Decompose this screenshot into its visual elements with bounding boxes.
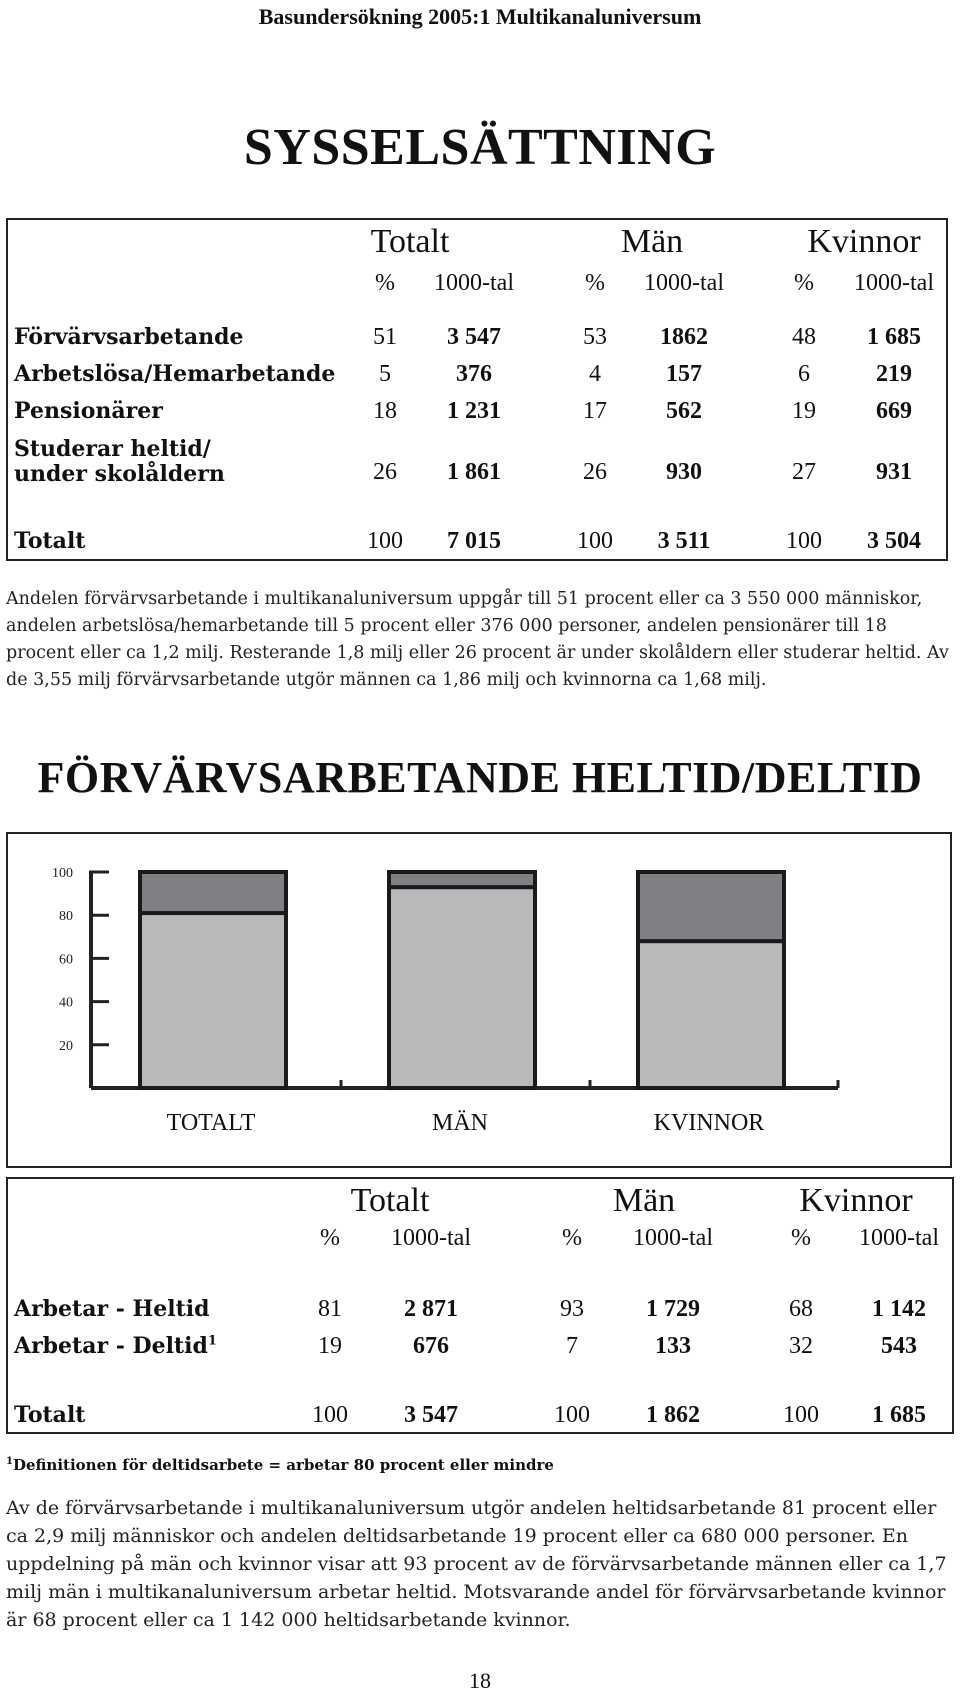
cell-value: 1 729 xyxy=(646,1296,700,1322)
cell-value: 81 xyxy=(318,1296,342,1322)
subheader-pct: % xyxy=(375,270,395,296)
document-header: Basundersökning 2005:1 Multikanaluniversum xyxy=(258,4,702,29)
total-value: 1 862 xyxy=(646,1402,700,1428)
total-value: 100 xyxy=(577,528,613,554)
employment-table xyxy=(6,218,948,561)
subheader-pct: % xyxy=(794,270,814,296)
row-label: Studerar heltid/ xyxy=(14,436,211,462)
y-tick-label: 20 xyxy=(59,1038,73,1054)
total-value: 1 685 xyxy=(872,1402,926,1428)
cell-value: 19 xyxy=(318,1333,342,1359)
row-label: under skolåldern xyxy=(14,461,225,487)
total-label: Totalt xyxy=(14,1402,86,1428)
total-value: 100 xyxy=(554,1402,590,1428)
cell-value: 5 xyxy=(379,361,391,387)
bar-segment-heltid xyxy=(638,941,784,1088)
section-title-sysselsattning: SYSSELSÄTTNING xyxy=(243,119,717,176)
bar-segment-heltid xyxy=(389,887,535,1088)
cell-value: 26 xyxy=(583,459,607,485)
subheader-pct: % xyxy=(791,1225,811,1251)
group-header-kvinnor: Kvinnor xyxy=(807,223,921,260)
row-label: Arbetar - Heltid xyxy=(14,1296,210,1322)
bar-segment-deltid xyxy=(140,872,286,913)
cell-value: 4 xyxy=(589,361,601,387)
cell-value: 676 xyxy=(413,1333,449,1359)
x-category-label: KVINNOR xyxy=(653,1110,765,1136)
cell-value: 3 547 xyxy=(447,324,501,350)
cell-value: 1862 xyxy=(660,324,708,350)
employment-paragraph: Andelen förvärvsarbetande i multikanaluniversum uppgår till 51 procent eller ca 3 550 000 människor, andelen arbetslösa/hemarbetande till 5 procent eller 376 000 personer, andelen pensionärer till 18 procent eller ca 1,2 milj. Resterande 1,8 milj eller 26 procent är under skolåldern eller studerar heltid. Av de 3,55 milj förvärvsarbetande utgör männen ca 1,86 milj och kvinnorna ca 1,68 milj. xyxy=(6,589,949,690)
cell-value: 669 xyxy=(876,398,912,424)
cell-value: 133 xyxy=(655,1333,691,1359)
cell-value: 19 xyxy=(792,398,816,424)
stacked-bar-chart xyxy=(6,832,952,1168)
y-tick-label: 60 xyxy=(59,952,73,968)
cell-value: 68 xyxy=(789,1296,813,1322)
total-value: 100 xyxy=(783,1402,819,1428)
row-label: Arbetslösa/Hemarbetande xyxy=(14,361,336,387)
cell-value: 219 xyxy=(876,361,912,387)
y-tick-label: 80 xyxy=(59,909,73,925)
total-value: 100 xyxy=(786,528,822,554)
subheader-pct: % xyxy=(562,1225,582,1251)
total-value: 100 xyxy=(312,1402,348,1428)
total-value: 3 504 xyxy=(867,528,921,554)
bar-segment-deltid xyxy=(389,872,535,887)
cell-value: 93 xyxy=(560,1296,584,1322)
subheader-pct: % xyxy=(320,1225,340,1251)
row-label: Pensionärer xyxy=(14,398,163,424)
cell-value: 6 xyxy=(798,361,810,387)
cell-value: 27 xyxy=(792,459,816,485)
footnote: $^1$Definitionen för deltidsarbete = arbetar 80 procent eller mindre xyxy=(6,1456,554,1474)
group-header-kvinnor: Kvinnor xyxy=(799,1182,913,1219)
total-value: 3 547 xyxy=(404,1402,458,1428)
bar-segment-heltid xyxy=(140,913,286,1088)
total-label: Totalt xyxy=(14,528,86,554)
cell-value: 543 xyxy=(881,1333,917,1359)
total-value: 100 xyxy=(367,528,403,554)
page-number: 18 xyxy=(469,1668,491,1693)
total-value: 7 015 xyxy=(447,528,501,554)
cell-value: 157 xyxy=(666,361,702,387)
cell-value: 51 xyxy=(373,324,397,350)
subheader-num: 1000-tal xyxy=(859,1225,939,1251)
cell-value: 48 xyxy=(792,324,816,350)
subheader-num: 1000-tal xyxy=(434,270,514,296)
group-header-totalt: Totalt xyxy=(350,1182,430,1219)
cell-value: 931 xyxy=(876,459,912,485)
subheader-num: 1000-tal xyxy=(633,1225,713,1251)
cell-value: 1 685 xyxy=(867,324,921,350)
x-category-label: MÄN xyxy=(431,1110,489,1136)
fulltime-parttime-table xyxy=(6,1177,954,1434)
cell-value: 2 871 xyxy=(404,1296,458,1322)
group-header-man: Män xyxy=(612,1182,676,1219)
y-tick-label: 40 xyxy=(59,995,73,1011)
total-value: 3 511 xyxy=(657,528,711,554)
x-category-label: TOTALT xyxy=(166,1110,256,1136)
cell-value: 18 xyxy=(373,398,397,424)
y-tick-label: 100 xyxy=(52,866,73,881)
cell-value: 562 xyxy=(666,398,702,424)
cell-value: 1 142 xyxy=(872,1296,926,1322)
row-label: Förvärvsarbetande xyxy=(14,324,244,350)
subheader-pct: % xyxy=(585,270,605,296)
chart-canvas xyxy=(8,834,950,1166)
cell-value: 26 xyxy=(373,459,397,485)
row-label: Arbetar - Deltid$^1$ xyxy=(14,1333,217,1359)
cell-value: 32 xyxy=(789,1333,813,1359)
bar-segment-deltid xyxy=(638,872,784,941)
subheader-num: 1000-tal xyxy=(644,270,724,296)
cell-value: 376 xyxy=(456,361,492,387)
subheader-num: 1000-tal xyxy=(854,270,934,296)
group-header-totalt: Totalt xyxy=(370,223,450,260)
cell-value: 7 xyxy=(566,1333,578,1359)
group-header-man: Män xyxy=(620,223,684,260)
subheader-num: 1000-tal xyxy=(391,1225,471,1251)
cell-value: 53 xyxy=(583,324,607,350)
fulltime-parttime-paragraph: Av de förvärvsarbetande i multikanaluniversum utgör andelen heltidsarbetande 81 procent eller ca 2,9 milj människor och andelen deltidsarbetande 19 procent eller ca 680 000 personer. En uppdelning på män och kvinnor visar att 93 procent av de förvärvsarbetande männen eller ca 1,7 milj män i multikanaluniversum arbetar heltid. Motsvarande andel för förvärvsarbetande kvinnor är 68 procent eller ca 1 142 000 heltidsarbetande kvinnor. xyxy=(6,1497,947,1631)
cell-value: 1 231 xyxy=(447,398,501,424)
cell-value: 17 xyxy=(583,398,607,424)
cell-value: 930 xyxy=(666,459,702,485)
section-title-heltid-deltid: FÖRVÄRVSARBETANDE HELTID/DELTID xyxy=(37,753,923,802)
cell-value: 1 861 xyxy=(447,459,501,485)
